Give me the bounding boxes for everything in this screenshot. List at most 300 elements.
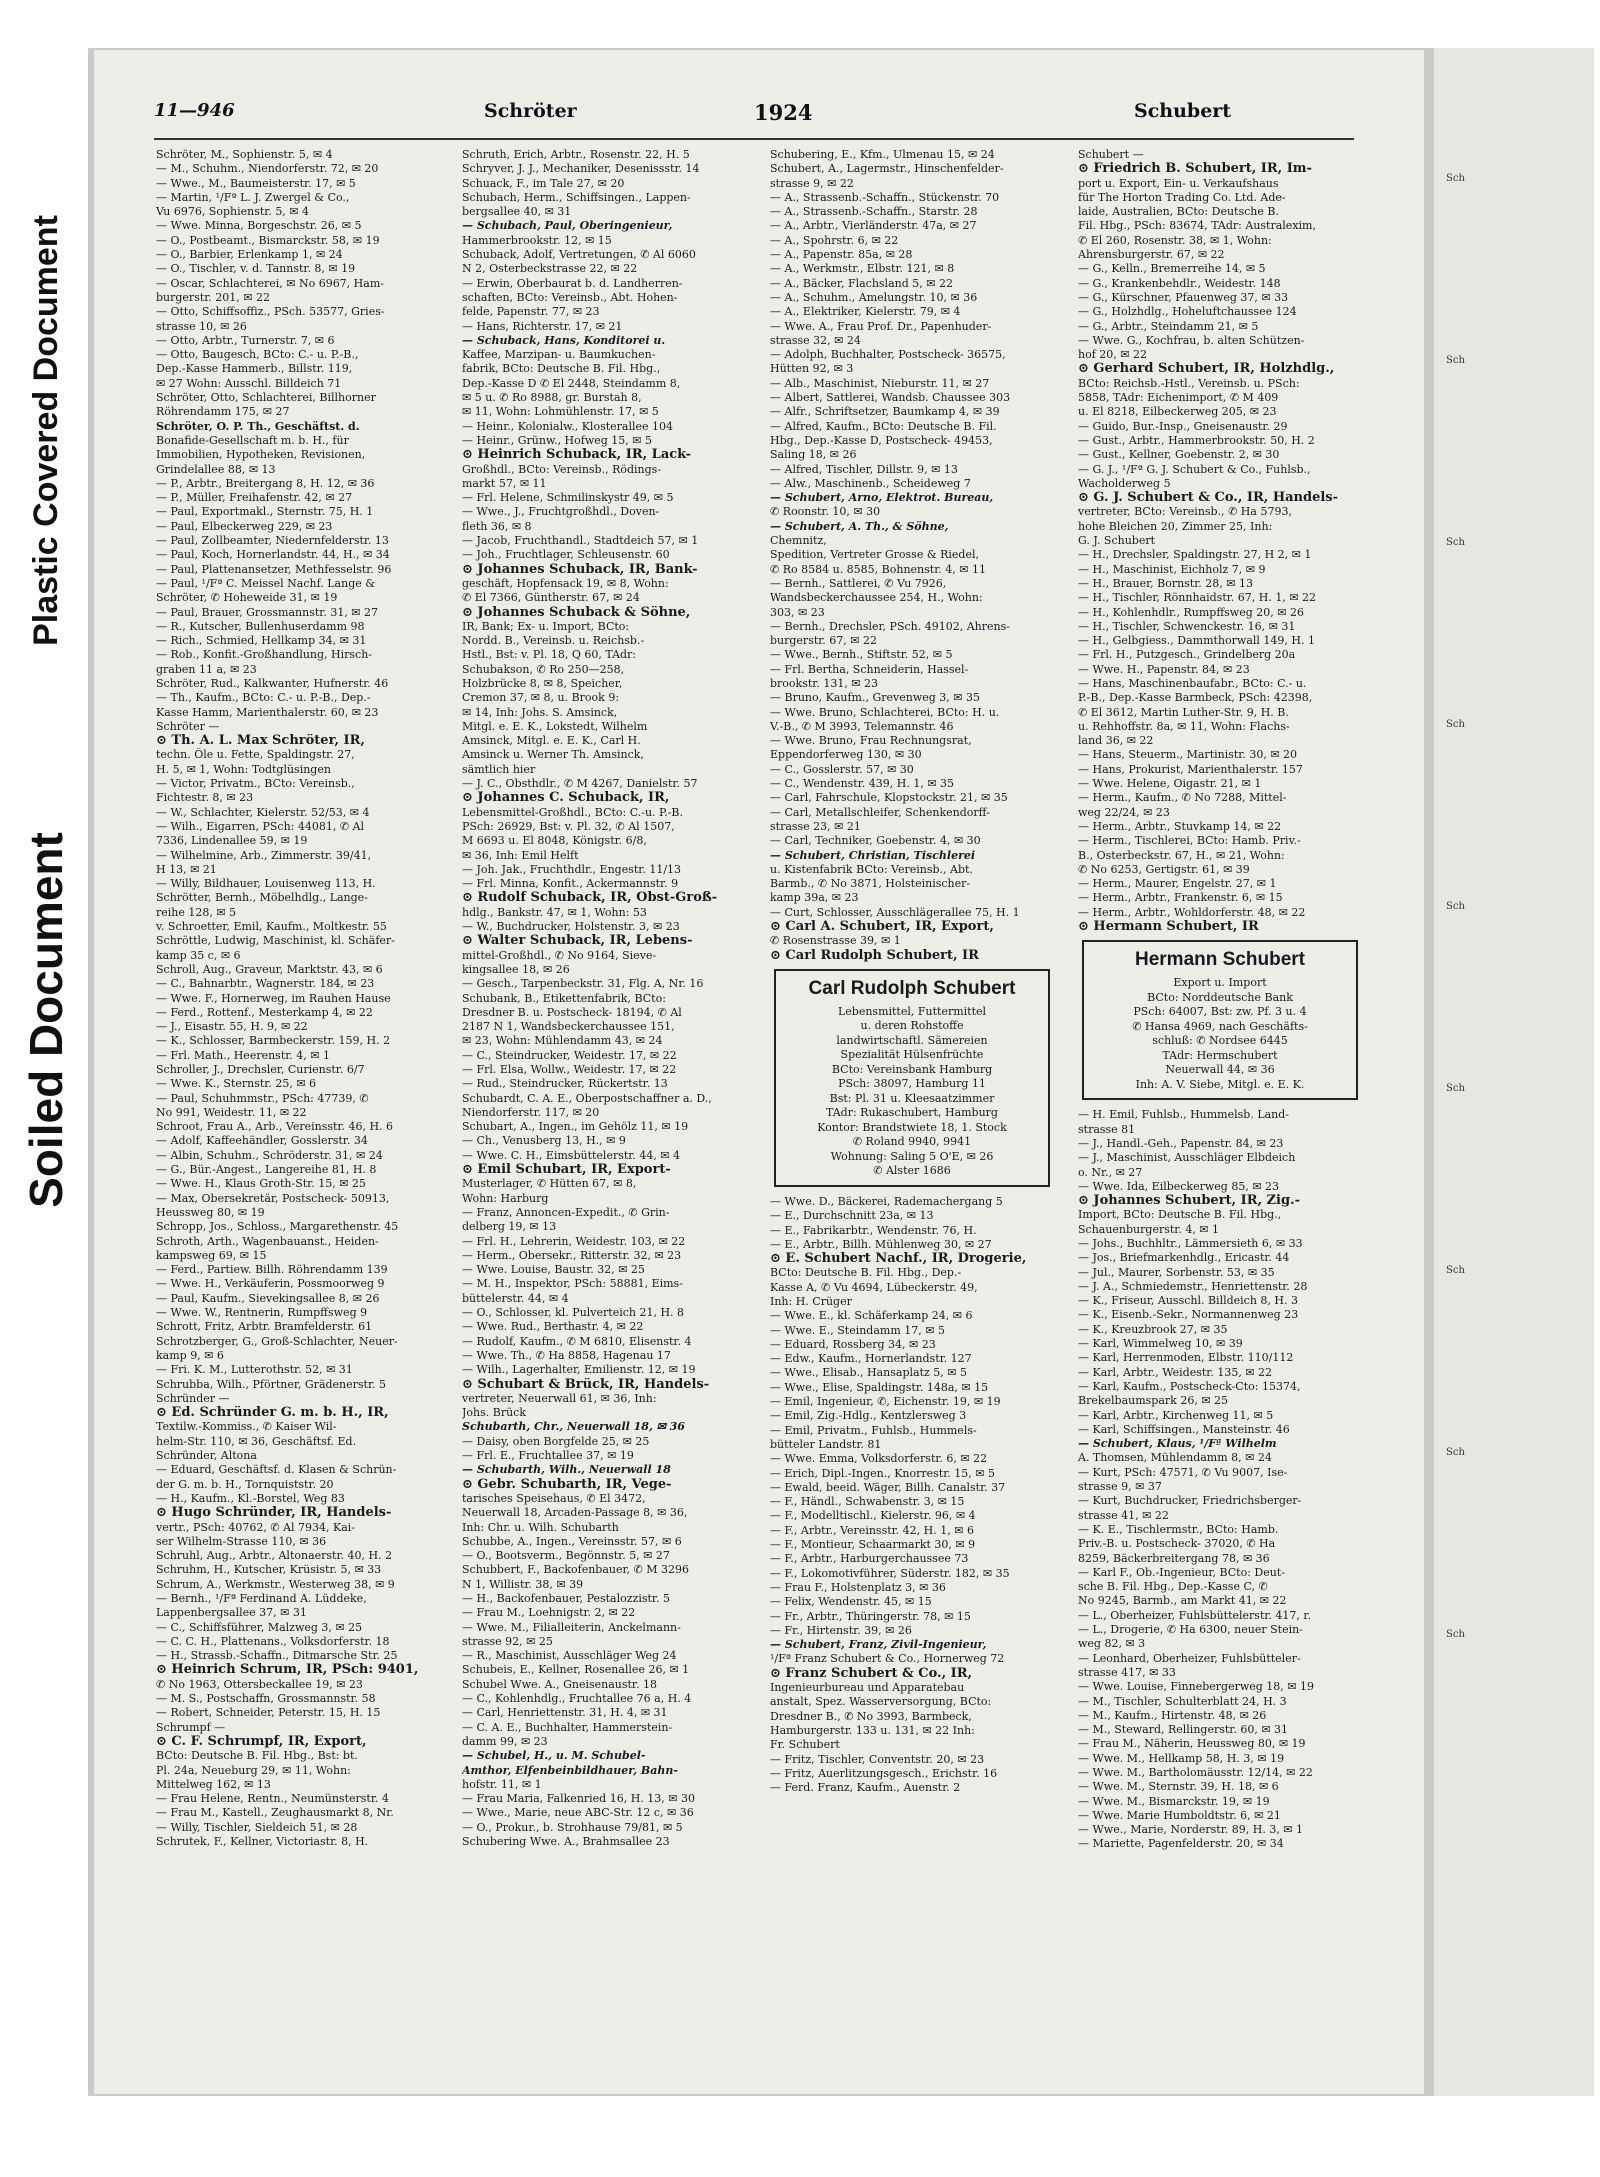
directory-entry: — Karl F., Ob.-Ingenieur, BCto: Deut- — [1078, 1565, 1285, 1579]
advertisement-line: TAdr: Rukaschubert, Hamburg — [826, 1106, 998, 1120]
directory-entry: — Eduard, Geschäftsf. d. Klasen & Schrün- — [156, 1463, 397, 1477]
directory-entry: — Wwe. G., Kochfrau, b. alten Schützen- — [1078, 333, 1305, 347]
directory-entry: — Otto, Arbtr., Turnerstr. 7, ✉ 6 — [156, 333, 335, 347]
directory-entry: Bonafide-Gesellschaft m. b. H., für — [156, 433, 349, 447]
directory-entry: — C., Steindrucker, Weidestr. 17, ✉ 22 — [462, 1048, 677, 1062]
directory-entry: — H., Backofenbauer, Pestalozzistr. 5 — [462, 1591, 670, 1605]
directory-entry: weg 22/24, ✉ 23 — [1078, 805, 1170, 819]
directory-entry: — Rud., Steindrucker, Rückertstr. 13 — [462, 1077, 668, 1091]
directory-entry: — Karl, Herrenmoden, Elbstr. 110/112 — [1078, 1351, 1294, 1365]
directory-entry: strasse 92, ✉ 25 — [462, 1634, 553, 1648]
directory-entry: — Adolph, Buchhalter, Postscheck- 36575, — [770, 348, 1006, 362]
directory-entry: Brekelbaumspark 26, ✉ 25 — [1078, 1394, 1229, 1408]
directory-entry: — Karl, Kaufm., Postscheck-Cto: 15374, — [1078, 1379, 1301, 1393]
adjacent-page-fragment: Sch — [1446, 1629, 1465, 1640]
directory-entry: — Paul, Koch, Hornerlandstr. 44, H., ✉ 34 — [156, 548, 390, 562]
directory-entry: — Rudolf, Kaufm., ✆ M 6810, Elisenstr. 4 — [462, 1334, 692, 1348]
directory-entry: — Schuback, Hans, Konditorei u. — [462, 333, 666, 347]
advertisement-line: TAdr: Hermschubert — [1162, 1048, 1278, 1062]
directory-entry: — Wwe. H., Verkäuferin, Possmoorweg 9 — [156, 1277, 385, 1291]
adjacent-page-fragment: Sch — [1446, 537, 1465, 548]
directory-entry: — H., Strassb.-Schaffn., Ditmarsche Str. 25 — [156, 1649, 398, 1663]
directory-entry: hof 20, ✉ 22 — [1078, 348, 1147, 362]
directory-entry: Grindelallee 88, ✉ 13 — [156, 462, 276, 476]
directory-entry: Schröter — — [156, 719, 220, 733]
directory-entry: Schröter, O. P. Th., Geschäftst. d. — [156, 419, 360, 433]
directory-entry: — Carl, Henriettenstr. 31, H. 4, ✉ 31 — [462, 1706, 668, 1720]
directory-entry: — Frau M., Näherin, Heussweg 80, ✉ 19 — [1078, 1737, 1306, 1751]
directory-entry: Dresdner B. u. Postscheck- 18194, ✆ Al — [462, 1005, 682, 1019]
directory-entry: Amsinck u. Werner Th. Amsinck, — [462, 748, 644, 762]
directory-entry: Immobilien, Hypotheken, Revisionen, — [156, 448, 366, 462]
advertisement-title: Hermann Schubert — [1135, 949, 1305, 971]
directory-entry: — Carl, Fahrschule, Klopstockstr. 21, ✉ 35 — [770, 791, 1008, 805]
directory-entry: ⊙ Johannes Schubert, IR, Zig.- — [1078, 1194, 1300, 1209]
directory-entry: — Emil, Privatm., Fuhlsb., Hummels- — [770, 1423, 977, 1437]
directory-entry: strasse 32, ✉ 24 — [770, 333, 861, 347]
directory-entry: 2187 N 1, Wandsbeckerchaussee 151, — [462, 1020, 675, 1034]
directory-entry: — Wwe. Louise, Baustr. 32, ✉ 25 — [462, 1263, 645, 1277]
directory-entry: — Herm., Maurer, Engelstr. 27, ✉ 1 — [1078, 877, 1277, 891]
directory-entry: — Ferd., Rottenf., Mesterkamp 4, ✉ 22 — [156, 1005, 373, 1019]
directory-entry: — G., Kürschner, Pfauenweg 37, ✉ 33 — [1078, 290, 1289, 304]
directory-entry: — Robert, Schneider, Peterstr. 15, H. 15 — [156, 1706, 381, 1720]
directory-entry: kamp 35 c, ✉ 6 — [156, 948, 241, 962]
directory-entry: — Wwe. Ida, Eilbeckerweg 85, ✉ 23 — [1078, 1179, 1280, 1193]
directory-entry: — K. E., Tischlermstr., BCto: Hamb. — [1078, 1522, 1279, 1536]
directory-entry: — Frau Helene, Rentn., Neumünsterstr. 4 — [156, 1792, 389, 1806]
directory-entry: — G., Krankenbehdlr., Weidestr. 148 — [1078, 276, 1281, 290]
directory-entry: P.-B., Dep.-Kasse Barmbeck, PSch: 42398, — [1078, 691, 1313, 705]
directory-entry: Schubert, A., Lagermstr., Hinschenfelder- — [770, 162, 1004, 176]
directory-entry: — Alfred, Kaufm., BCto: Deutsche B. Fil. — [770, 419, 997, 433]
directory-entry: — Albin, Schuhm., Schröderstr. 31, ✉ 24 — [156, 1148, 383, 1162]
directory-entry: — Paul, Plattenansetzer, Methfesselstr. 96 — [156, 562, 392, 576]
directory-entry: — Gesch., Tarpenbeckstr. 31, Flg. A, Nr. 16 — [462, 977, 704, 991]
directory-entry: ✉ 27 Wohn: Ausschl. Billdeich 71 — [156, 376, 342, 390]
advertisement-box — [774, 969, 1050, 1187]
directory-entry: ⊙ Walter Schuback, IR, Lebens- — [462, 934, 693, 949]
directory-entry: — Ch., Venusberg 13, H., ✉ 9 — [462, 1134, 626, 1148]
directory-entry: — Wwe. Bruno, Frau Rechnungsrat, — [770, 734, 972, 748]
directory-entry: brookstr. 131, ✉ 23 — [770, 676, 879, 690]
directory-entry: — H., Drechsler, Spaldingstr. 27, H 2, ✉ 1 — [1078, 548, 1312, 562]
directory-entry: — A., Papenstr. 85a, ✉ 28 — [770, 248, 913, 262]
advertisement-line: Neuerwall 44, ✉ 36 — [1165, 1063, 1275, 1077]
directory-entry: N 2, Osterbeckstrasse 22, ✉ 22 — [462, 262, 638, 276]
directory-entry: — Schubert, Christian, Tischlerei — [770, 848, 976, 862]
directory-entry: Schubering, E., Kfm., Ulmenau 15, ✉ 24 — [770, 148, 995, 161]
directory-entry: Amthor, Elfenbeinbildhauer, Bahn- — [462, 1763, 678, 1777]
directory-entry: — Ewald, beeid. Wäger, Billh. Canalstr. 37 — [770, 1480, 1006, 1494]
directory-entry: sämtlich hier — [462, 762, 536, 776]
directory-entry: — Adolf, Kaffeehändler, Gosslerstr. 34 — [156, 1134, 368, 1148]
directory-entry: ⊙ Carl Rudolph Schubert, IR — [770, 948, 979, 963]
directory-entry: — A., Strassenb.-Schaffn., Starstr. 28 — [770, 205, 978, 219]
directory-entry: ✆ El 7366, Güntherstr. 67, ✉ 24 — [462, 591, 640, 605]
advertisement-line: Kontor: Brandstwiete 18, 1. Stock — [817, 1120, 1007, 1134]
directory-entry: graben 11 a, ✉ 23 — [156, 662, 257, 676]
directory-entry: ⊙ Emil Schubart, IR, Export- — [462, 1163, 671, 1178]
directory-entry: — G. J., ¹/Fª G. J. Schubert & Co., Fuhlsb., — [1078, 462, 1311, 476]
directory-entry: fabrik, BCto: Deutsche B. Fil. Hbg., — [462, 362, 661, 376]
directory-entry: — Schubach, Paul, Oberingenieur, — [462, 219, 673, 233]
directory-entry: — Frl. Minna, Konfit., Ackermannstr. 9 — [462, 877, 679, 891]
directory-entry: geschäft, Hopfensack 19, ✉ 8, Wohn: — [462, 576, 669, 590]
directory-entry: 8259, Bäckerbreitergang 78, ✉ 36 — [1078, 1551, 1270, 1565]
directory-entry: — H., Gelbgiess., Dammthorwall 149, H. 1 — [1078, 634, 1315, 648]
directory-entry: — M., Schuhm., Niendorferstr. 72, ✉ 20 — [156, 162, 379, 176]
directory-entry: — C., Kohlenhdlg., Fruchtallee 76 a, H. 4 — [462, 1692, 692, 1706]
directory-entry: — O., Schlosser, kl. Pulverteich 21, H. 8 — [462, 1306, 685, 1320]
directory-entry: — O., Prokur., b. Strohhause 79/81, ✉ 5 — [462, 1820, 683, 1834]
directory-entry: Mittelweg 162, ✉ 13 — [156, 1777, 271, 1791]
directory-entry: 303, ✉ 23 — [770, 605, 825, 619]
directory-entry: — Wwe. Emma, Volksdorferstr. 6, ✉ 22 — [770, 1452, 988, 1466]
directory-entry: — K., Eisenb.-Sekr., Normannenweg 23 — [1078, 1308, 1299, 1322]
directory-entry: schaften, BCto: Vereinsb., Abt. Hohen- — [462, 290, 678, 304]
directory-entry: — Felix, Wendenstr. 45, ✉ 15 — [770, 1595, 932, 1609]
directory-entry: — Wwe. Rud., Berthastr. 4, ✉ 22 — [462, 1320, 644, 1334]
directory-entry: — Bernh., Sattlerei, ✆ Vu 7926, — [770, 576, 947, 590]
directory-entry: — J., Maschinist, Ausschläger Elbdeich — [1078, 1151, 1296, 1165]
directory-entry: Schroot, Frau A., Arb., Vereinsstr. 46, H. 6 — [156, 1120, 394, 1134]
directory-entry: Schubardt, C. A. E., Oberpostschaffner a. D., — [462, 1091, 712, 1105]
directory-entry: — Herm., Tischlerei, BCto: Hamb. Priv.- — [1078, 834, 1301, 848]
directory-entry: — Kurt, PSch: 47571, ✆ Vu 9007, Ise- — [1078, 1465, 1288, 1479]
directory-entry: — A., Schuhm., Amelungstr. 10, ✉ 36 — [770, 290, 978, 304]
directory-entry: — Wwe. H., Papenstr. 84, ✉ 23 — [1078, 662, 1250, 676]
directory-entry: Kasse A, ✆ Vu 4694, Lübeckerstr. 49, — [770, 1280, 978, 1294]
directory-entry: Kasse Hamm, Marienthalerstr. 60, ✉ 23 — [156, 705, 379, 719]
directory-entry: vertreter, BCto: Vereinsb., ✆ Ha 5793, — [1078, 505, 1292, 519]
directory-entry: — H., Brauer, Bornstr. 28, ✉ 13 — [1078, 576, 1253, 590]
directory-entry: Holzbrücke 8, ✉ 8, Speicher, — [462, 676, 623, 690]
directory-entry: Schubbert, F., Backofenbauer, ✆ M 3296 — [462, 1563, 689, 1577]
directory-entry: Wandsbeckerchaussee 254, H., Wohn: — [770, 591, 983, 605]
directory-entry: — Alb., Maschinist, Nieburstr. 11, ✉ 27 — [770, 376, 990, 390]
directory-entry: — Guido, Bur.-Insp., Gneisenaustr. 29 — [1078, 419, 1288, 433]
directory-entry: H. 5, ✉ 1, Wohn: Todtglüsingen — [156, 762, 331, 776]
directory-entry: Dep.-Kasse D ✆ El 2448, Steindamm 8, — [462, 376, 681, 390]
directory-entry: land 36, ✉ 22 — [1078, 734, 1154, 748]
column-4 — [1078, 148, 1368, 2078]
directory-entry: — Wwe. A., Frau Prof. Dr., Papenhuder- — [770, 319, 992, 333]
directory-entry: strasse 417, ✉ 33 — [1078, 1665, 1176, 1679]
directory-entry: Schuack, F., im Tale 27, ✉ 20 — [462, 176, 625, 190]
directory-entry: — H., Maschinist, Eichholz 7, ✉ 9 — [1078, 562, 1266, 576]
directory-entry: — Wwe., Bernh., Stiftstr. 52, ✉ 5 — [770, 648, 953, 662]
directory-entry: — A., Elektriker, Kielerstr. 79, ✉ 4 — [770, 305, 961, 319]
header-name-right: Schubert — [1134, 100, 1232, 122]
header-year: 1924 — [754, 100, 813, 125]
scanned-page — [88, 48, 1594, 2096]
directory-entry: ¹/Fª Franz Schubert & Co., Hornerweg 72 — [770, 1652, 1005, 1666]
directory-entry: Schubarth, Chr., Neuerwall 18, ✉ 36 — [462, 1420, 685, 1434]
directory-entry: — Emil, Ingenieur, ✆, Eichenstr. 19, ✉ 19 — [770, 1395, 1001, 1409]
directory-entry: Ahrensburgerstr. 67, ✉ 22 — [1078, 248, 1225, 262]
directory-entry: Nordd. B., Vereinsb. u. Reichsb.- — [462, 634, 645, 648]
directory-entry: Fichtestr. 8, ✉ 23 — [156, 791, 254, 805]
directory-entry: — O., Bootsverm., Begönnstr. 5, ✉ 27 — [462, 1549, 670, 1563]
directory-entry: — Wwe. Bruno, Schlachterei, BCto: H. u. — [770, 705, 1000, 719]
directory-entry: markt 57, ✉ 11 — [462, 476, 547, 490]
directory-entry: — Albert, Sattlerei, Wandsb. Chaussee 303 — [770, 391, 1011, 405]
directory-entry: — Jul., Maurer, Sorbenstr. 53, ✉ 35 — [1078, 1265, 1275, 1279]
directory-entry: Schubert — — [1078, 148, 1144, 161]
directory-entry: — Willy, Tischler, Sieldeich 51, ✉ 28 — [156, 1820, 358, 1834]
directory-entry: Fr. Schubert — [770, 1738, 840, 1752]
directory-entry: BCto: Deutsche B. Fil. Hbg., Dep.- — [770, 1266, 962, 1280]
directory-entry: — Karl, Wimmelweg 10, ✉ 39 — [1078, 1337, 1243, 1351]
directory-entry: helm-Str. 110, ✉ 36, Geschäftsf. Ed. — [156, 1434, 357, 1448]
directory-entry: Schröter, Otto, Schlachterei, Billhorner — [156, 391, 376, 405]
directory-entry: — F., Händl., Schwabenstr. 3, ✉ 15 — [770, 1495, 965, 1509]
directory-entry: — Wwe., Marie, Norderstr. 89, H. 3, ✉ 1 — [1078, 1823, 1304, 1837]
directory-entry: techn. Öle u. Fette, Spaldingstr. 27, — [156, 748, 355, 762]
directory-entry: Lappenbergsallee 37, ✉ 31 — [156, 1606, 307, 1620]
directory-entry: Großhdl., BCto: Vereinsb., Rödings- — [462, 462, 662, 476]
directory-entry: — G., Holzhdlg., Hoheluftchaussee 124 — [1078, 305, 1297, 319]
directory-entry: — Frl. Bertha, Schneiderin, Hassel- — [770, 662, 969, 676]
directory-entry: tarisches Speisehaus, ✆ El 3472, — [462, 1491, 646, 1505]
directory-entry: Schubeis, E., Kellner, Rosenallee 26, ✉ 1 — [462, 1663, 690, 1677]
directory-entry: Schubank, B., Etikettenfabrik, BCto: — [462, 991, 666, 1005]
directory-entry: laide, Australien, BCto: Deutsche B. — [1078, 205, 1279, 219]
directory-entry: Cremon 37, ✉ 8, u. Brook 9: — [462, 691, 620, 705]
directory-entry: No 991, Weidestr. 11, ✉ 22 — [156, 1105, 307, 1119]
directory-entry: — P., Arbtr., Breitergang 8, H. 12, ✉ 36 — [156, 476, 375, 490]
directory-entry: — F., Lokomotivführer, Süderstr. 182, ✉ 35 — [770, 1566, 1010, 1580]
directory-entry: Mitgl. e. E. K., Lokstedt, Wilhelm — [462, 719, 648, 733]
directory-entry: Schruth, Erich, Arbtr., Rosenstr. 22, H. 5 — [462, 148, 690, 161]
directory-entry: ser Wilhelm-Strasse 110, ✉ 36 — [156, 1534, 327, 1548]
adjacent-page-fragment: Sch — [1446, 355, 1465, 366]
directory-entry: — Max, Obersekretär, Postscheck- 50913, — [156, 1191, 390, 1205]
advertisement-line: ✆ Hansa 4969, nach Geschäfts- — [1132, 1019, 1308, 1033]
directory-entry: Pl. 24a, Neueburg 29, ✉ 11, Wohn: — [156, 1763, 351, 1777]
directory-entry: — Fritz, Tischler, Conventstr. 20, ✉ 23 — [770, 1752, 985, 1766]
directory-entry: Textilw.-Kommiss., ✆ Kaiser Wil- — [156, 1420, 337, 1434]
directory-entry: ⊙ Hugo Schründer, IR, Handels- — [156, 1506, 392, 1521]
directory-entry: — Jos., Briefmarkenhdlg., Ericastr. 44 — [1078, 1251, 1290, 1265]
directory-entry: Dep.-Kasse Hammerb., Billstr. 119, — [156, 362, 353, 376]
directory-entry: — Wwe. M., Bartholomäusstr. 12/14, ✉ 22 — [1078, 1765, 1313, 1779]
directory-entry: fleth 36, ✉ 8 — [462, 519, 532, 533]
directory-entry: — Schubarth, Wilh., Neuerwall 18 — [462, 1463, 671, 1477]
directory-entry: Schrumpf — — [156, 1720, 226, 1734]
directory-entry: Import, BCto: Deutsche B. Fil. Hbg., — [1078, 1208, 1282, 1222]
directory-entry: Röhrendamm 175, ✉ 27 — [156, 405, 290, 419]
directory-entry: — Wwe. M., Hellkamp 58, H. 3, ✉ 19 — [1078, 1751, 1285, 1765]
advertisement-line: BCto: Norddeutsche Bank — [1147, 990, 1293, 1004]
directory-entry: — Alfr., Schriftsetzer, Baumkamp 4, ✉ 39 — [770, 405, 1000, 419]
directory-entry: Schrotzberger, G., Groß-Schlachter, Neuer- — [156, 1334, 398, 1348]
column-2 — [462, 148, 752, 2078]
advertisement-line: u. deren Rohstoffe — [860, 1019, 964, 1033]
directory-entry: strasse 9, ✉ 37 — [1078, 1480, 1162, 1494]
directory-entry: ⊙ Th. A. L. Max Schröter, IR, — [156, 734, 365, 749]
directory-entry: — Wwe. M., Sternstr. 39, H. 18, ✉ 6 — [1078, 1780, 1279, 1794]
directory-entry: hohe Bleichen 20, Zimmer 25, Inh: — [1078, 519, 1273, 533]
directory-entry: — Hans, Maschinenbaufabr., BCto: C.- u. — [1078, 676, 1307, 690]
advertisement-line: ✆ Roland 9940, 9941 — [852, 1135, 972, 1149]
directory-entry: — A., Spohrstr. 6, ✉ 22 — [770, 233, 899, 247]
directory-entry: kamp 39a, ✉ 23 — [770, 891, 859, 905]
soiled-document-label: Soiled Document — [20, 832, 72, 1208]
directory-entry: — Heinr., Kolonialw., Klosterallee 104 — [462, 419, 674, 433]
directory-entry: u. El 8218, Eilbeckerweg 205, ✉ 23 — [1078, 405, 1277, 419]
directory-entry: Barmb., ✆ No 3871, Holsteinischer- — [770, 877, 971, 891]
directory-entry: — Schubert, Franz, Zivil-Ingenieur, — [770, 1638, 987, 1652]
directory-entry: damm 99, ✉ 23 — [462, 1734, 548, 1748]
directory-entry: — H. Emil, Fuhlsb., Hummelsb. Land- — [1078, 1108, 1290, 1122]
directory-entry: — Wwe. W., Rentnerin, Rumpffsweg 9 — [156, 1306, 368, 1320]
directory-entry: — Otto, Schiffsoffiz., PSch. 53577, Gries- — [156, 305, 385, 319]
directory-entry: A. Thomsen, Mühlendamm 8, ✉ 24 — [1078, 1451, 1272, 1465]
directory-entry: hofstr. 11, ✉ 1 — [462, 1777, 542, 1791]
directory-entry: ⊙ Franz Schubert & Co., IR, — [770, 1666, 973, 1681]
directory-entry: — E., Fabrikarbtr., Wendenstr. 76, H. — [770, 1223, 977, 1237]
directory-entry: ✆ No 1963, Ottersbeckallee 19, ✉ 23 — [156, 1677, 363, 1691]
directory-entry: M 6693 u. El 8048, Königstr. 6/8, — [462, 834, 647, 848]
directory-entry: — C. C. H., Plattenans., Volksdorferstr. 18 — [156, 1634, 390, 1648]
directory-entry: u. Kistenfabrik BCto: Vereinsb., Abt. — [770, 862, 973, 876]
directory-entry: Priv.-B. u. Postscheck- 37020, ✆ Ha — [1078, 1537, 1276, 1551]
directory-entry: u. Rehhoffstr. 8a, ✉ 11, Wohn: Flachs- — [1078, 719, 1290, 733]
directory-entry: Chemnitz, — [770, 534, 827, 548]
directory-entry: — Wwe. M., Bismarckstr. 19, ✉ 19 — [1078, 1794, 1270, 1808]
directory-entry: Hammerbrookstr. 12, ✉ 15 — [462, 233, 612, 247]
advertisement-title: Carl Rudolph Schubert — [808, 977, 1016, 999]
directory-entry: — W., Schlachter, Kielerstr. 52/53, ✉ 4 — [156, 805, 370, 819]
directory-entry: — Wwe. Louise, Finnebergerweg 18, ✉ 19 — [1078, 1680, 1315, 1694]
directory-entry: Schropp, Jos., Schloss., Margarethenstr. 45 — [156, 1220, 399, 1234]
directory-entry: H 13, ✉ 21 — [156, 862, 217, 876]
directory-entry: — Wilh., Eigarren, PSch: 44081, ✆ Al — [156, 819, 365, 833]
directory-entry: — H., Kaufm., Kl.-Borstel, Weg 83 — [156, 1491, 345, 1505]
directory-entry: ✆ No 6253, Gertigstr. 61, ✉ 39 — [1078, 862, 1250, 876]
directory-entry: Schroll, Aug., Graveur, Marktstr. 43, ✉ 6 — [156, 962, 383, 976]
directory-entry: — Hans, Steuerm., Martinistr. 30, ✉ 20 — [1078, 748, 1298, 762]
directory-entry: ⊙ G. J. Schubert & Co., IR, Handels- — [1078, 491, 1338, 506]
directory-entry: — C., Bahnarbtr., Wagnerstr. 184, ✉ 23 — [156, 977, 375, 991]
adjacent-page-fragment: Sch — [1446, 901, 1465, 912]
directory-entry: Schröter, ✆ Hoheweide 31, ✉ 19 — [156, 591, 338, 605]
advertisement-line: Spezialität Hülsenfrüchte — [840, 1048, 984, 1062]
directory-entry: — F., Arbtr., Vereinsstr. 42, H. 1, ✉ 6 — [770, 1523, 974, 1537]
directory-entry: Schuback, Adolf, Vertretungen, ✆ Al 6060 — [462, 248, 696, 262]
directory-entry: Schubbe, A., Ingen., Vereinsstr. 57, ✉ 6 — [462, 1534, 682, 1548]
directory-entry: Schrötter, Bernh., Möbelhdlg., Lange- — [156, 891, 368, 905]
directory-entry: — C. A. E., Buchhalter, Hammerstein- — [462, 1720, 673, 1734]
directory-entry: — Frl. Elsa, Wollw., Weidestr. 17, ✉ 22 — [462, 1063, 677, 1076]
directory-entry: delberg 19, ✉ 13 — [462, 1220, 557, 1234]
directory-entry: anstalt, Spez. Wasserversorgung, BCto: — [770, 1695, 992, 1709]
directory-entry: — A., Strassenb.-Schaffn., Stückenstr. 70 — [770, 190, 1000, 204]
directory-entry: ✉ 23, Wohn: Mühlendamm 43, ✉ 24 — [462, 1034, 663, 1048]
directory-entry: — Otto, Baugesch, BCto: C.- u. P.-B., — [156, 348, 359, 362]
directory-entry: — Edw., Kaufm., Hornerlandstr. 127 — [770, 1352, 972, 1366]
directory-entry: ⊙ Heinrich Schrum, IR, PSch: 9401, — [156, 1663, 419, 1678]
directory-entry: — Gust., Kellner, Goebenstr. 2, ✉ 30 — [1078, 448, 1280, 462]
directory-entry: — Victor, Privatm., BCto: Vereinsb., — [156, 777, 355, 791]
directory-entry: — Frl. H., Lehrerin, Weidestr. 103, ✉ 22 — [462, 1234, 686, 1248]
directory-entry: — Herm., Arbtr., Frankenstr. 6, ✉ 15 — [1078, 891, 1283, 905]
directory-entry: Wohn: Harburg — [462, 1191, 549, 1205]
directory-entry: — Wilhelmine, Arb., Zimmerstr. 39/41, — [156, 848, 372, 862]
directory-entry: — J. C., Obsthdlr., ✆ M 4267, Danielstr. 57 — [462, 777, 698, 791]
directory-entry: — Hans, Richterstr. 17, ✉ 21 — [462, 319, 623, 333]
directory-entry: hdlg., Bankstr. 47, ✉ 1, Wohn: 53 — [462, 905, 647, 919]
directory-entry: ⊙ Heinrich Schuback, IR, Lack- — [462, 448, 692, 463]
directory-entry: burgerstr. 67, ✉ 22 — [770, 634, 878, 648]
directory-entry: — C., Schiffsführer, Malzweg 3, ✉ 25 — [156, 1620, 363, 1634]
advertisement-line: Export u. Import — [1173, 976, 1267, 990]
directory-entry: ⊙ Carl A. Schubert, IR, Export, — [770, 920, 994, 935]
directory-entry: — Schubert, Arno, Elektrot. Bureau, — [770, 491, 994, 505]
advertisement-line: Inh: A. V. Siebe, Mitgl. e. E. K. — [1135, 1077, 1305, 1091]
directory-entry: ✆ Rosenstrasse 39, ✉ 1 — [770, 934, 901, 948]
directory-entry: — Leonhard, Oberheizer, Fuhlsbütteler- — [1078, 1651, 1301, 1665]
page-header — [154, 100, 1334, 130]
directory-entry: — Frl. Helene, Schmilinskystr 49, ✉ 5 — [462, 491, 674, 505]
directory-entry: Hbg., Dep.-Kasse D, Postscheck- 49453, — [770, 433, 993, 447]
directory-entry: — Martin, ¹/Fª L. J. Zwergel & Co., — [156, 190, 350, 204]
directory-entry: — Herm., Arbtr., Wohldorferstr. 48, ✉ 22 — [1078, 905, 1306, 919]
directory-entry: Schröter, Rud., Kalkwanter, Hufnerstr. 46 — [156, 676, 389, 690]
directory-entry: Heussweg 80, ✉ 19 — [156, 1205, 265, 1219]
directory-entry: — Wwe. K., Sternstr. 25, ✉ 6 — [156, 1077, 317, 1091]
directory-entry: — Ferd., Partiew. Billh. Röhrendamm 139 — [156, 1263, 388, 1277]
directory-entry: für The Horton Trading Co. Ltd. Ade- — [1078, 190, 1286, 204]
directory-entry: — E., Arbtr., Billh. Mühlenweg 30, ✉ 27 — [770, 1237, 992, 1251]
directory-entry: Inh: Chr. u. Wilh. Schubarth — [462, 1520, 619, 1534]
directory-entry: — Wwe. H., Klaus Groth-Str. 15, ✉ 25 — [156, 1177, 366, 1191]
directory-entry: Hamburgerstr. 133 u. 131, ✉ 22 Inh: — [770, 1723, 975, 1737]
directory-entry: — R., Kutscher, Bullenhuserdamm 98 — [156, 619, 365, 633]
directory-entry: — H., Tischler, Rönnhaidstr. 67, H. 1, ✉ 22 — [1078, 591, 1317, 605]
directory-entry: Amsinck, Mitgl. e. E. K., Carl H. — [462, 734, 641, 748]
directory-entry: strasse 9, ✉ 22 — [770, 176, 854, 190]
directory-entry: PSch: 26929, Bst: v. Pl. 32, ✆ Al 1507, — [462, 819, 675, 833]
directory-entry: — F., Arbtr., Harburgerchaussee 73 — [770, 1552, 969, 1566]
directory-entry: sche B. Fil. Hbg., Dep.-Kasse C, ✆ — [1078, 1580, 1268, 1594]
directory-entry: V.-B., ✆ M 3993, Telemannstr. 46 — [770, 719, 954, 733]
directory-entry: B., Osterbeckstr. 67, H., ✉ 21, Wohn: — [1078, 848, 1285, 862]
directory-entry: Schruhm, H., Kutscher, Krüsistr. 5, ✉ 33 — [156, 1563, 382, 1577]
directory-entry: — K., Kreuzbrook 27, ✉ 35 — [1078, 1322, 1228, 1336]
directory-entry: — Gust., Arbtr., Hammerbrookstr. 50, H. 2 — [1078, 433, 1315, 447]
directory-entry: 5858, TAdr: Eichenimport, ✆ M 409 — [1078, 391, 1279, 405]
directory-entry: — Fri. K. M., Lutterothstr. 52, ✉ 31 — [156, 1363, 353, 1377]
header-rule — [154, 138, 1354, 140]
directory-entry: — Ferd. Franz, Kaufm., Auenstr. 2 — [770, 1781, 961, 1795]
directory-entry: Neuerwall 18, Arcaden-Passage 8, ✉ 36, — [462, 1506, 688, 1520]
directory-entry: ✆ Roonstr. 10, ✉ 30 — [770, 505, 881, 519]
column-1 — [156, 148, 446, 2078]
directory-entry: ✆ El 260, Rosenstr. 38, ✉ 1, Wohn: — [1078, 233, 1272, 247]
directory-entry: — Erwin, Oberbaurat b. d. Landherren- — [462, 276, 683, 290]
directory-entry: burgerstr. 201, ✉ 22 — [156, 290, 271, 304]
directory-entry: — Wwe., Elisab., Hansaplatz 5, ✉ 5 — [770, 1366, 967, 1380]
directory-entry: — C., Gosslerstr. 57, ✉ 30 — [770, 762, 914, 776]
directory-entry: Inh: H. Crüger — [770, 1295, 852, 1308]
directory-entry: — Alw., Maschinenb., Scheideweg 7 — [770, 476, 971, 490]
directory-entry: — Wwe. Th., ✆ Ha 8858, Hagenau 17 — [462, 1348, 671, 1362]
directory-entry: — M., Kaufm., Hirtenstr. 48, ✉ 26 — [1078, 1708, 1267, 1722]
directory-entry: — Wwe. Helene, Oigastr. 21, ✉ 1 — [1078, 777, 1262, 791]
